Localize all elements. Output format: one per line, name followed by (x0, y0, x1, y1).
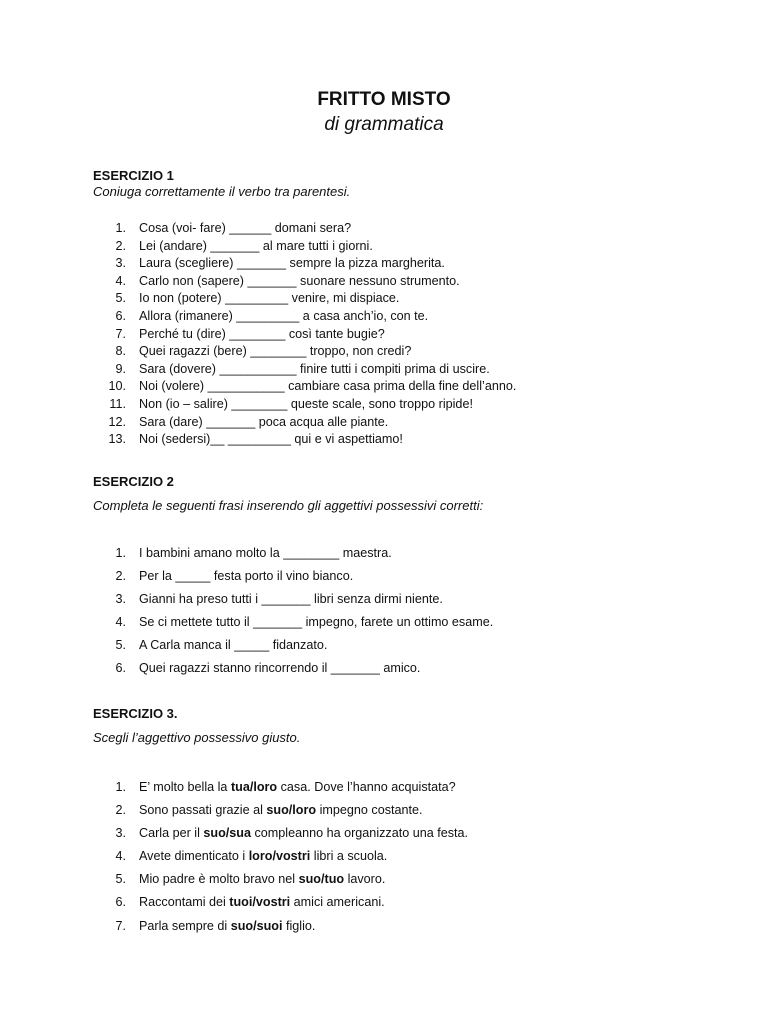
list-item (93, 290, 693, 308)
list-item (93, 273, 693, 291)
item-text: Noi (sedersi)__ _________ qui e vi aspettiamo! (139, 432, 403, 447)
item-number: 4. (115, 273, 126, 288)
item-number: 1. (115, 221, 126, 235)
list-item (93, 822, 693, 845)
item-text-after: figlio. (282, 918, 316, 933)
item-number: 6. (115, 661, 126, 676)
item-text-after: lavoro. (344, 872, 386, 887)
list-item (93, 255, 693, 273)
item-text: Per la _____ festa porto il vino bianco. (139, 569, 354, 584)
page-subtitle: di grammatica (324, 114, 444, 135)
item-number: 1. (115, 546, 126, 560)
exercise-2 (93, 474, 693, 681)
item-number: 7. (115, 918, 126, 933)
item-number: 4. (115, 849, 126, 864)
item-text-after: compleanno ha organizzato una festa. (250, 826, 469, 841)
exercise-3-heading: ESERCIZIO 3. (93, 706, 178, 721)
item-number: 2. (115, 569, 126, 584)
item-text: Lei (andare) _______ al mare tutti i giorni. (139, 238, 373, 253)
exercise-3 (93, 706, 693, 938)
list-item (93, 634, 693, 657)
exercise-1-list (93, 220, 693, 449)
list-item (93, 776, 693, 799)
list-item (93, 396, 693, 414)
exercise-1-instruction: Coniuga correttamente il verbo tra parentesi. (93, 184, 351, 199)
item-number: 5. (115, 291, 126, 306)
item-text: Cosa (voi- fare) ______ domani sera? (139, 221, 352, 235)
item-text: Sara (dovere) ___________ finire tutti i compiti prima di uscire. (139, 361, 490, 376)
item-options: suo/loro (266, 803, 317, 818)
page-title: FRITTO MISTO (317, 89, 451, 110)
item-text: Gianni ha preso tutti i _______ libri senza dirmi niente. (139, 592, 443, 607)
list-item (93, 542, 693, 565)
list-item (93, 868, 693, 891)
item-text-after: libri a scuola. (310, 849, 388, 864)
item-text: Io non (potere) _________ venire, mi dispiace. (139, 291, 400, 306)
item-options: suo/sua (203, 826, 251, 841)
list-item (93, 414, 693, 432)
exercise-3-instruction: Scegli l’aggettivo possessivo giusto. (93, 730, 301, 745)
item-text: Se ci mettete tutto il _______ impegno, farete un ottimo esame. (139, 615, 494, 630)
item-number: 4. (115, 615, 126, 630)
list-item (93, 611, 693, 634)
item-text: Sara (dare) _______ poca acqua alle piante. (139, 414, 389, 429)
item-number: 8. (115, 344, 126, 359)
item-number: 11. (109, 396, 126, 411)
item-text: Noi (volere) ___________ cambiare casa prima della fine dell’anno. (139, 379, 517, 394)
item-number: 9. (115, 361, 126, 376)
item-text: Quei ragazzi stanno rincorrendo il _______ amico. (139, 661, 421, 676)
item-number: 12. (108, 414, 126, 429)
item-text-after: amici americani. (290, 895, 385, 910)
list-item (93, 220, 693, 238)
exercise-2-list (93, 542, 693, 681)
list-item (93, 565, 693, 588)
item-text-after: impegno costante. (316, 803, 423, 818)
list-item (93, 845, 693, 868)
list-item (93, 326, 693, 344)
item-text: A Carla manca il _____ fidanzato. (139, 638, 328, 653)
item-text-after: casa. Dove l’hanno acquistata? (277, 780, 456, 794)
list-item (93, 657, 693, 680)
list-item (93, 588, 693, 611)
list-item (93, 891, 693, 914)
list-item (93, 238, 693, 256)
item-text-before: Sono passati grazie al (139, 803, 267, 818)
item-options: tuoi/vostri (229, 895, 291, 910)
item-number: 2. (115, 803, 126, 818)
exercise-2-instruction: Completa le seguenti frasi inserendo gli aggettivi possessivi corretti: (93, 498, 484, 513)
exercise-3-list (93, 776, 693, 938)
item-number: 10. (108, 379, 126, 394)
item-text-before: Parla sempre di (139, 918, 231, 933)
item-text-before: Raccontami dei (139, 895, 230, 910)
list-item (93, 431, 693, 449)
item-text: I bambini amano molto la ________ maestra. (139, 546, 392, 560)
item-number: 13. (108, 432, 126, 447)
list-item (93, 308, 693, 326)
item-number: 1. (115, 780, 126, 794)
item-text-before: E’ molto bella la (139, 780, 231, 794)
item-text-before: Avete dimenticato i (139, 849, 249, 864)
list-item (93, 361, 693, 379)
item-number: 6. (115, 308, 126, 323)
item-text: Quei ragazzi (bere) ________ troppo, non credi? (139, 344, 412, 359)
item-text: Laura (scegliere) _______ sempre la pizza margherita. (139, 256, 445, 271)
item-text-before: Mio padre è molto bravo nel (139, 872, 299, 887)
item-number: 6. (115, 895, 126, 910)
item-text: Allora (rimanere) _________ a casa anch’io, con te. (139, 308, 429, 323)
item-number: 5. (115, 872, 126, 887)
item-options: suo/suoi (230, 918, 283, 933)
item-number: 3. (115, 592, 126, 607)
item-text-before: Carla per il (139, 826, 204, 841)
list-item (93, 343, 693, 361)
item-number: 3. (115, 256, 126, 271)
list-item (93, 915, 693, 938)
item-number: 5. (115, 638, 126, 653)
item-options: loro/vostri (248, 849, 311, 864)
item-options: tua/loro (230, 780, 278, 794)
list-item (93, 799, 693, 822)
title-block (0, 88, 768, 138)
item-text: Non (io – salire) ________ queste scale, sono troppo ripide! (139, 396, 473, 411)
exercise-1-heading: ESERCIZIO 1 (93, 168, 174, 183)
exercise-2-heading: ESERCIZIO 2 (93, 474, 174, 489)
item-number: 7. (115, 326, 126, 341)
exercise-1 (93, 168, 693, 449)
item-number: 2. (115, 238, 126, 253)
item-number: 3. (115, 826, 126, 841)
list-item (93, 378, 693, 396)
item-text: Carlo non (sapere) _______ suonare nessuno strumento. (139, 273, 460, 288)
item-options: suo/tuo (298, 872, 345, 887)
item-text: Perché tu (dire) ________ così tante bugie? (139, 326, 385, 341)
